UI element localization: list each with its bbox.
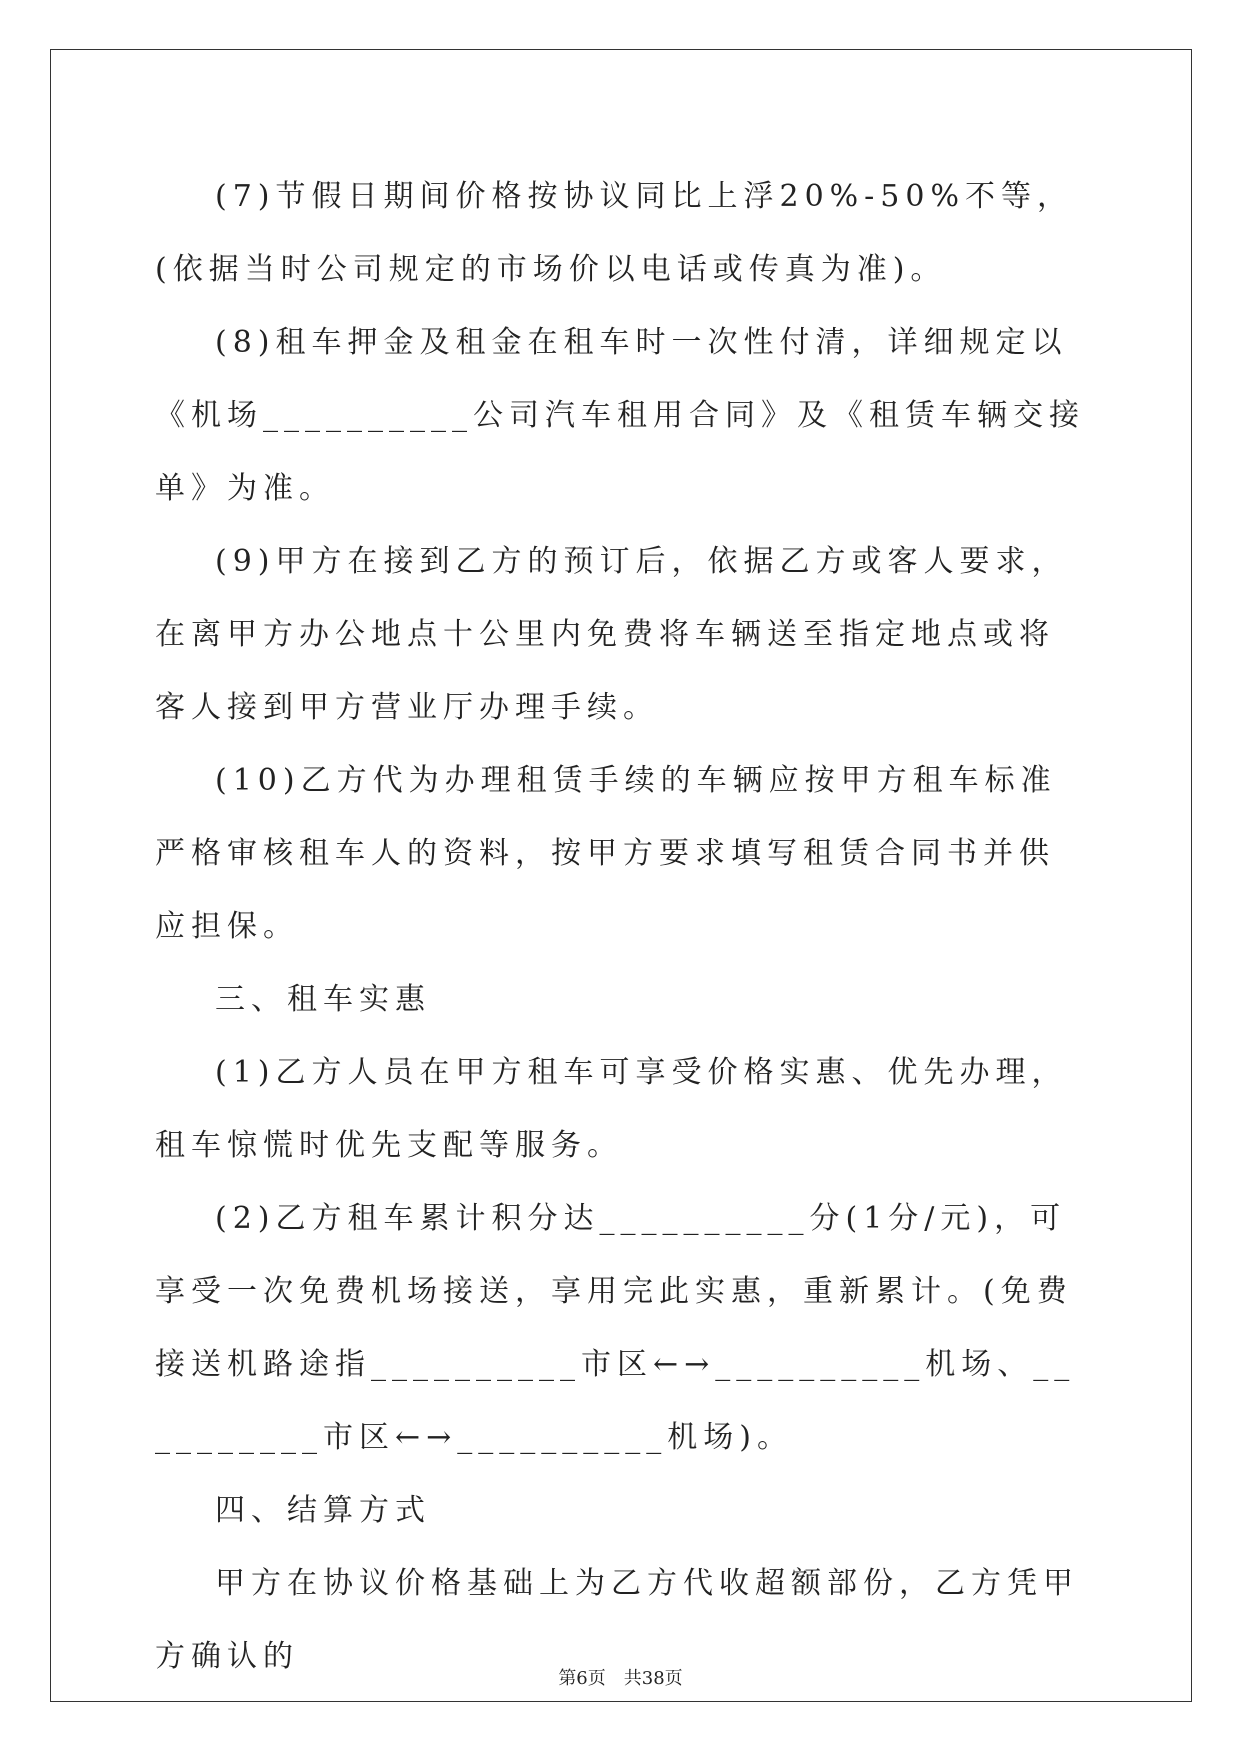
paragraph-benefit-2: (2)乙方租车累计积分达__________分(1分/元)，可享受一次免费机场接送，享用完此实惠，重新累计。(免费接送机路途指__________市区←→__________机场、__________市区←→__________机场)。 (155, 1201, 1076, 1455)
paragraph-9: (9)甲方在接到乙方的预订后，依据乙方或客人要求，在离甲方办公地点十公里内免费将车辆送至指定地点或将客人接到甲方营业厅办理手续。 (155, 544, 1068, 725)
paragraph-settlement: 甲方在协议价格基础上为乙方代收超额部份，乙方凭甲方确认的 (155, 1566, 1079, 1674)
section-heading-3: 三、租车实惠 (215, 982, 431, 1017)
paragraph-8: (8)租车押金及租金在租车时一次性付清，详细规定以《机场__________公司汽车租用合同》及《租赁车辆交接单》为准。 (155, 325, 1085, 506)
document-body (155, 160, 1085, 1693)
paragraph-benefit-1: (1)乙方人员在甲方租车可享受价格实惠、优先办理，租车惊慌时优先支配等服务。 (155, 1055, 1068, 1163)
paragraph-10: (10)乙方代为办理租赁手续的车辆应按甲方租车标准严格审核租车人的资料，按甲方要求填写租赁合同书并供应担保。 (155, 763, 1057, 944)
paragraph-7: (7)节假日期间价格按协议同比上浮20%-50%不等，(依据当时公司规定的市场价以电话或传真为准)。 (155, 179, 1073, 287)
section-heading-4: 四、结算方式 (215, 1493, 431, 1528)
page-footer: 第6页 共38页 (558, 1668, 683, 1689)
